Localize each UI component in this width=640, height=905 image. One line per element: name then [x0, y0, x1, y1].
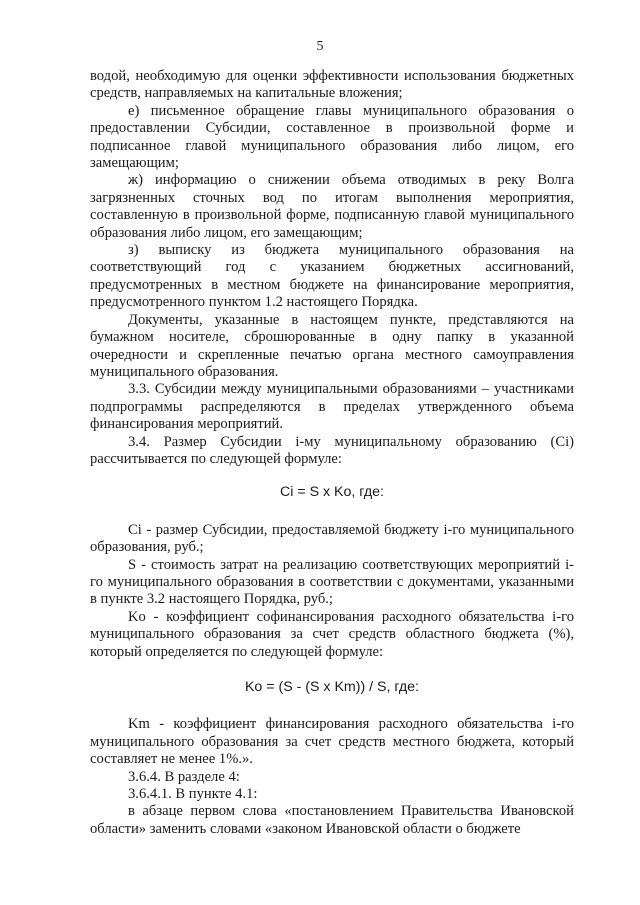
formula-ci: Ci = S x Ko, где:	[280, 484, 384, 501]
definition-s: S - стоимость затрат на реализацию соответствующих мероприятий i-го муниципального образования в соответствии с документами, указанными в пункте 3.2 настоящего Порядка, руб.;	[90, 556, 574, 608]
page-number: 5	[316, 39, 324, 54]
paragraph-item-zh: ж) информацию о снижении объема отводимых в реку Волга загрязненных сточных вод по итогам выполнения мероприятия, составленную в произвольной форме, подписанную главой муниципального образования либо лицом, его замещающим;	[90, 172, 574, 241]
document-body	[90, 68, 574, 838]
paragraph-3-6-4-1: 3.6.4.1. В пункте 4.1:	[128, 786, 258, 803]
paragraph-item-z: з) выписку из бюджета муниципального образования на соответствующий год с указанием бюджетных ассигнований, предусмотренных в местном бюджете на финансирование мероприятия, предусмотренного пунктом 1.2 настоящего Порядка.	[90, 242, 574, 311]
paragraph-documents: Документы, указанные в настоящем пункте, представляются на бумажном носителе, сброшюрованные в одну папку в указанной очередности и скрепленные печатью органа местного самоуправления муниципального образования.	[90, 311, 574, 380]
definition-ko: Ko - коэффициент софинансирования расходного обязательства i-го муниципального образования за счет средств областного бюджета (%), который определяется по следующей формуле:	[90, 608, 574, 660]
paragraph-3-3: 3.3. Субсидии между муниципальными образованиями – участниками подпрограммы распределяются в пределах утвержденного объема финансирования мероприятий.	[90, 381, 574, 433]
paragraph-3-6-4: 3.6.4. В разделе 4:	[128, 768, 240, 785]
definition-ci: Ci - размер Субсидии, предоставляемой бюджету i-го муниципального образования, руб.;	[90, 521, 574, 556]
paragraph-item-e: е) письменное обращение главы муниципального образования о предоставлении Субсидии, составленное в произвольной форме и подписанное главой муниципального образования либо лицом, его замещающим;	[90, 102, 574, 172]
paragraph-abzac-first: в абзаце первом слова «постановлением Правительства Ивановской области» заменить словами «законом Ивановской области о бюджете	[90, 803, 574, 837]
paragraph-water-estimate: водой, необходимую для оценки эффективности использования бюджетных средств, направляемых на капитальные вложения;	[90, 68, 574, 102]
definition-km: Km - коэффициент финансирования расходного обязательства i-го муниципального образования за счет средств местного бюджета, который составляет не менее 1%.».	[90, 716, 574, 768]
formula-ko: Ko = (S - (S x Km)) / S, где:	[244, 679, 420, 695]
paragraph-3-4: 3.4. Размер Субсидии i-му муниципальному образованию (Ci) рассчитывается по следующей формуле:	[90, 433, 574, 467]
